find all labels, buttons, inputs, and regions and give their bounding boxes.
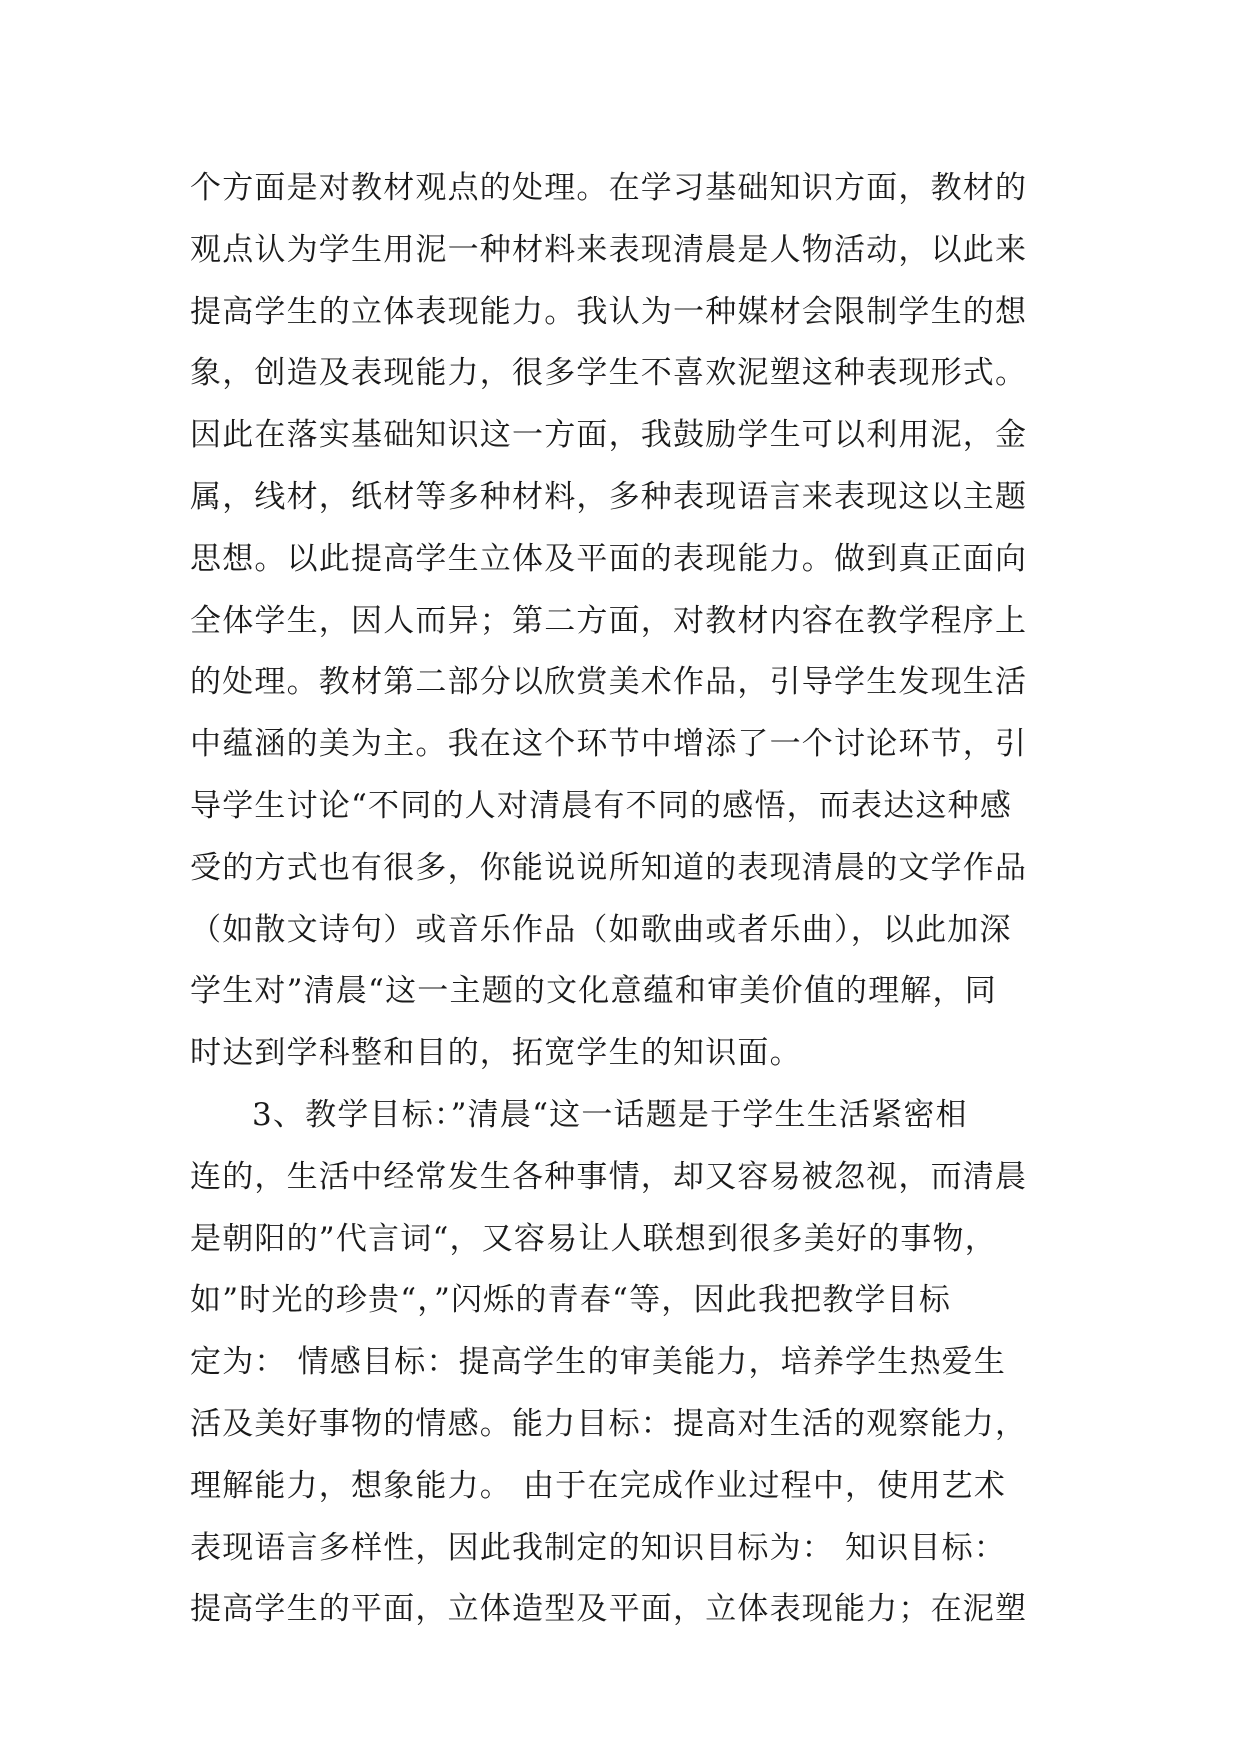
- body-text: [190, 158, 1090, 1641]
- text-line: 中蕴涵的美为主。我在这个环节中增添了一个讨论环节，引: [190, 726, 1028, 763]
- text-line: 的处理。教材第二部分以欣赏美术作品，引导学生发现生活: [190, 664, 1028, 701]
- text-line: 全体学生，因人而异；第二方面，对教材内容在教学程序上: [190, 602, 1028, 639]
- text-line: 表现语言多样性，因此我制定的知识目标为： 知识目标：: [190, 1529, 1007, 1566]
- text-line: 思想。以此提高学生立体及平面的表现能力。做到真正面向: [190, 540, 1028, 577]
- text-line: 学生对”清晨“这一主题的文化意蕴和审美价值的理解，同: [190, 973, 997, 1010]
- text-line: 个方面是对教材观点的处理。在学习基础知识方面，教材的: [190, 170, 1028, 206]
- text-line: 时达到学科整和目的，拓宽学生的知识面。: [190, 1035, 802, 1072]
- text-line: 因此在落实基础知识这一方面，我鼓励学生可以利用泥，金: [190, 417, 1028, 454]
- text-line: 属，线材，纸材等多种材料，多种表现语言来表现这以主题: [190, 478, 1028, 515]
- text-line: 是朝阳的”代言词“，又容易让人联想到很多美好的事物，: [190, 1220, 997, 1257]
- text-line: 定为： 情感目标：提高学生的审美能力，培养学生热爱生: [190, 1344, 1007, 1381]
- text-line: 象，创造及表现能力，很多学生不喜欢泥塑这种表现形式。: [190, 355, 1028, 392]
- text-line: 观点认为学生用泥一种材料来表现清晨是人物活动，以此来: [190, 231, 1028, 268]
- text-line: 连的，生活中经常发生各种事情，却又容易被忽视，而清晨: [190, 1158, 1028, 1195]
- section-heading-line: 3、教学目标：”清晨“这一话题是于学生生活紧密相: [252, 1096, 968, 1133]
- text-line: 受的方式也有很多，你能说说所知道的表现清晨的文学作品: [190, 849, 1028, 886]
- text-line: 提高学生的立体表现能力。我认为一种媒材会限制学生的想: [190, 293, 1028, 330]
- text-line: 活及美好事物的情感。能力目标：提高对生活的观察能力，: [190, 1405, 1028, 1442]
- text-line: （如散文诗句）或音乐作品（如歌曲或者乐曲），以此加深: [190, 911, 1012, 948]
- text-line: 提高学生的平面，立体造型及平面，立体表现能力；在泥塑: [190, 1591, 1028, 1628]
- text-line: 如”时光的珍贵“，”闪烁的青春“等，因此我把教学目标: [190, 1282, 952, 1319]
- text-line: 理解能力，想象能力。 由于在完成作业过程中，使用艺术: [190, 1467, 1007, 1504]
- text-line: 导学生讨论“不同的人对清晨有不同的感悟，而表达这种感: [190, 787, 1013, 824]
